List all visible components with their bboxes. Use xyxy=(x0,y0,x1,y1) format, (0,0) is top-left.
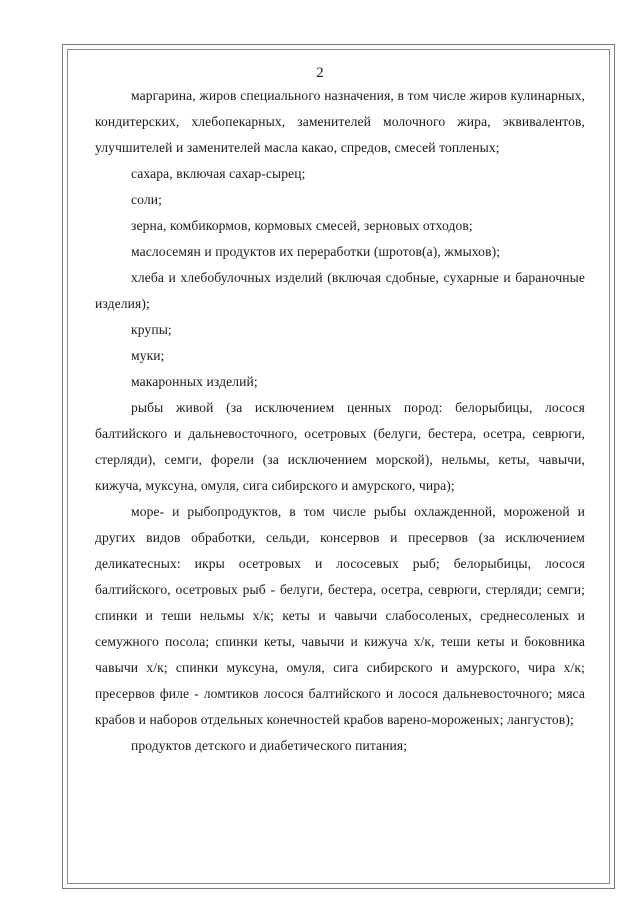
paragraph-oilseeds: маслосемян и продуктов их переработки (шротов(а), жмыхов); xyxy=(131,244,501,259)
paragraph-salt: соли; xyxy=(131,192,162,207)
document-body xyxy=(95,83,585,759)
paragraph-baby-diabetic-food: продуктов детского и диабетического питания; xyxy=(131,738,408,753)
paragraph-pasta: макаронных изделий; xyxy=(131,374,258,389)
paragraph-grain: зерна, комбикормов, кормовых смесей, зерновых отходов; xyxy=(131,218,473,233)
paragraph-seafood: море- и рыбопродуктов, в том числе рыбы охлажденной, мороженой и других видов обработки, сельди, консервов и пресервов (за исключением деликатесных: икры осетровых и лососевых рыб; белорыбицы, лосося балтийского, осетровых рыб - белуги, бестера, осетра, севрюги, стерляди; семги; спинки и теши нельмы х/к; кеты и чавычи слабосоленых, среднесоленых и семужного посола; спинки кеты, чавычи и кижуча х/к, теши кеты и боковника чавычи х/к; спинки муксуна, омуля, сига сибирского и амурского, чира х/к; пресервов филе - ломтиков лосося балтийского и лосося дальневосточного; мяса крабов и наборов отдельных конечностей крабов варено-мороженых; лангустов); xyxy=(95,504,585,727)
paragraph-live-fish: рыбы живой (за исключением ценных пород: белорыбицы, лосося балтийского и дальневосточного, осетровых (белуги, бестера, осетра, севрюги, стерляди), семги, форели (за исключением морской), нельмы, кеты, чавычи, кижуча, муксуна, омуля, сига сибирского и амурского, чира); xyxy=(95,400,585,493)
page-number: 2 xyxy=(316,65,324,81)
paragraph-bread: хлеба и хлебобулочных изделий (включая сдобные, сухарные и бараночные изделия); xyxy=(95,270,585,311)
paragraph-sugar: сахара, включая сахар-сырец; xyxy=(131,166,306,181)
paragraph-flour: муки; xyxy=(131,348,165,363)
paragraph-margarine-fats: маргарина, жиров специального назначения, в том числе жиров кулинарных, кондитерских, хлебопекарных, заменителей молочного жира, эквивалентов, улучшителей и заменителей масла какао, спредов, смесей топленых; xyxy=(95,88,585,155)
paragraph-groats: крупы; xyxy=(131,322,172,337)
